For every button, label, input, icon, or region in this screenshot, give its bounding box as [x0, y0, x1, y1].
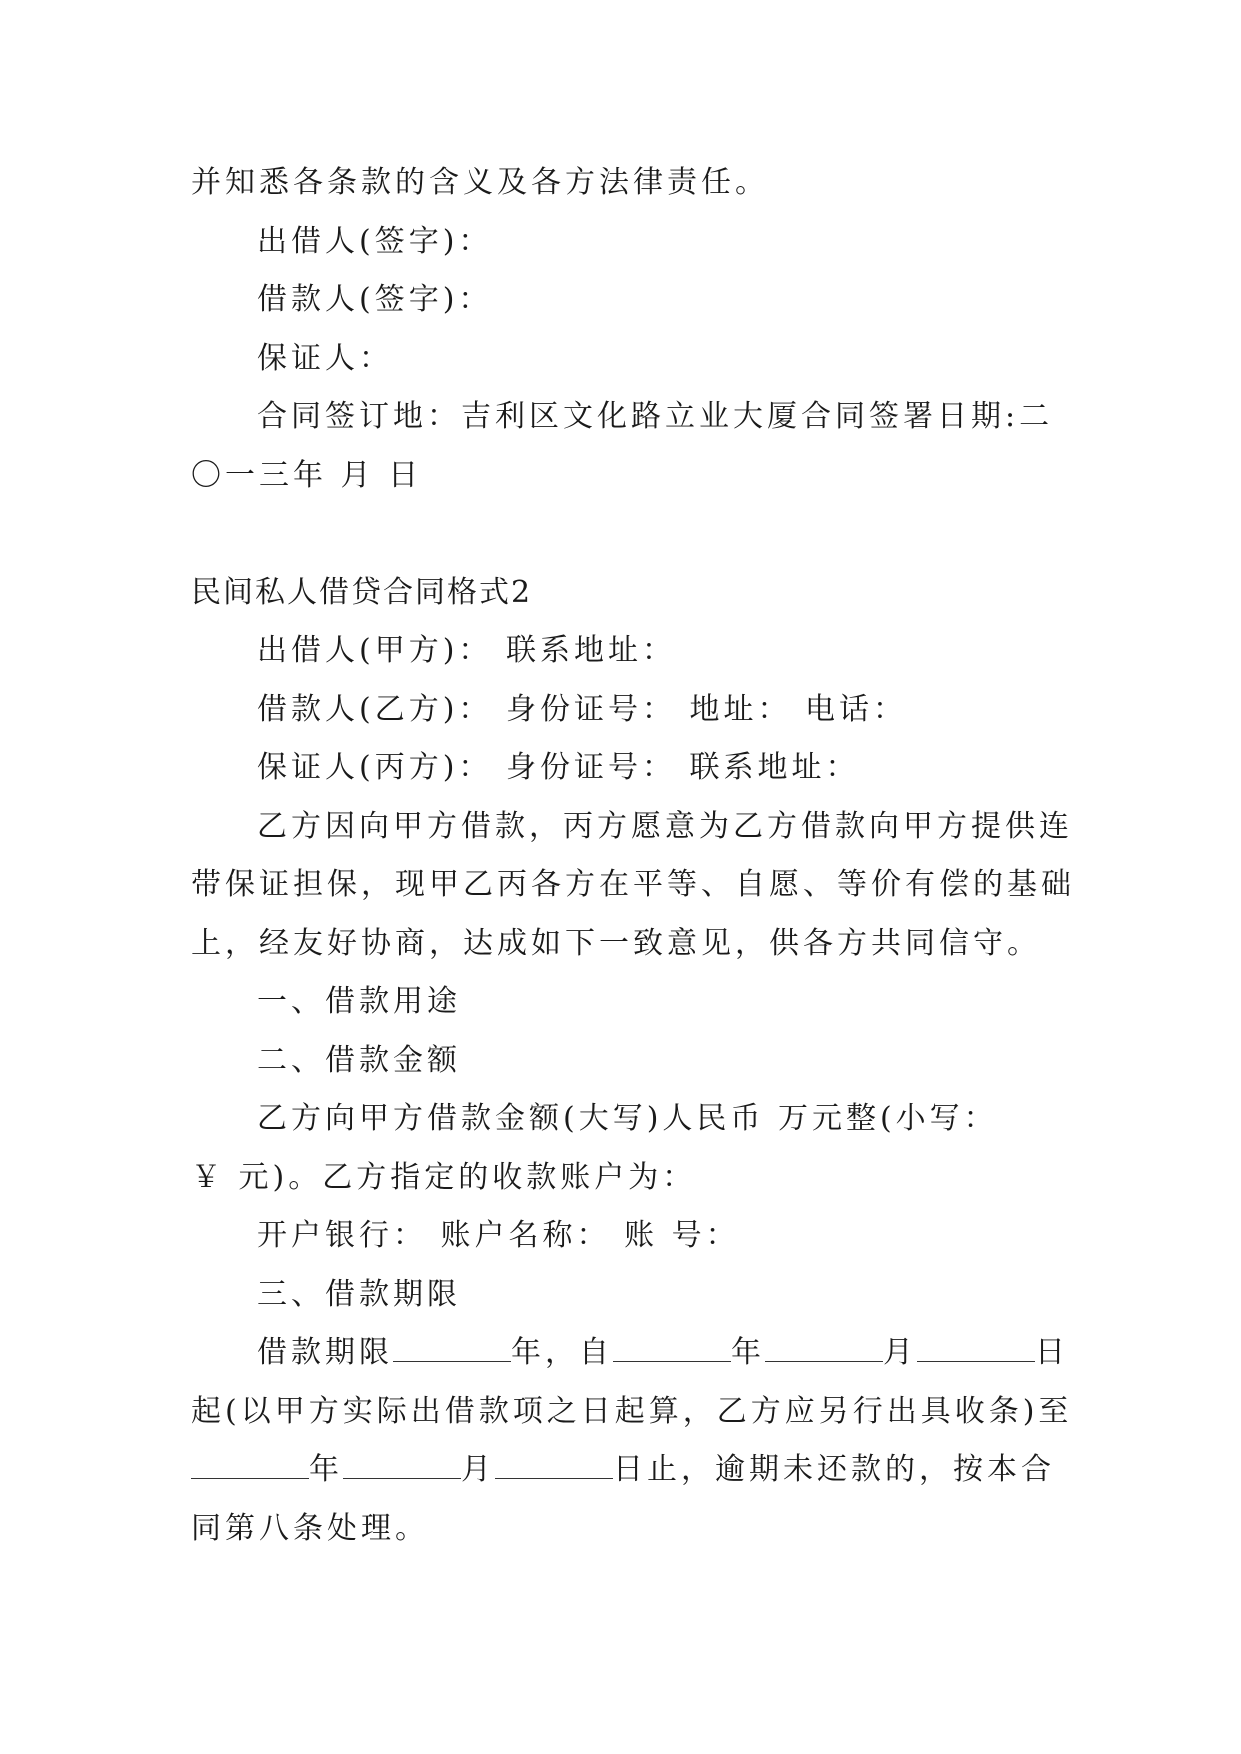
term-text: 年，自	[511, 1335, 613, 1370]
blank-field	[917, 1337, 1035, 1362]
paragraph-line: 乙方因向甲方借款，丙方愿意为乙方借款向甲方提供连	[257, 808, 1073, 844]
signature-lender: 出借人(签字)：	[257, 223, 493, 259]
signing-place: 合同签订地：吉利区文化路立业大厦合同签署日期:二	[257, 399, 1054, 434]
signature-borrower: 借款人(签字)：	[257, 282, 493, 317]
section-title: 民间私人借贷合同格式2	[191, 574, 533, 610]
party-borrower: 借款人(乙方)： 身份证号： 地址： 电话：	[257, 691, 908, 727]
blank-field	[393, 1337, 511, 1362]
heading-loan-amount: 二、借款金额	[257, 1042, 461, 1078]
amount-line: ￥ 元)。乙方指定的收款账户为：	[191, 1159, 697, 1195]
paragraph-line: 上，经友好协商，达成如下一致意见，供各方共同信守。	[191, 925, 1041, 961]
signing-date: 〇一三年 月 日	[191, 457, 423, 493]
heading-loan-term: 三、借款期限	[257, 1276, 461, 1312]
term-line	[191, 1441, 1055, 1500]
term-text: 月	[461, 1452, 495, 1487]
blank-field	[191, 1454, 309, 1479]
text-line: 并知悉各条款的含义及各方法律责任。	[191, 165, 769, 200]
blank-field	[343, 1454, 461, 1479]
document-body	[191, 154, 1075, 1558]
section-gap	[191, 505, 1051, 564]
blank-field	[765, 1337, 883, 1362]
term-line	[191, 1324, 1069, 1383]
term-text: 年	[731, 1335, 765, 1370]
party-lender: 出借人(甲方)： 联系地址：	[257, 633, 676, 668]
term-line: 同第八条处理。	[191, 1510, 429, 1546]
term-text: 日	[1035, 1335, 1069, 1370]
term-text: 年	[309, 1452, 343, 1487]
term-line: 起(以甲方实际出借款项之日起算，乙方应另行出具收条)至	[191, 1393, 1073, 1429]
term-text: 月	[883, 1335, 917, 1370]
blank-field	[495, 1454, 613, 1479]
term-text: 日止，逾期未还款的，按本合	[613, 1452, 1055, 1487]
blank-field	[613, 1337, 731, 1362]
term-text: 借款期限	[257, 1335, 393, 1370]
signature-guarantor: 保证人：	[257, 340, 393, 376]
paragraph-line: 带保证担保，现甲乙丙各方在平等、自愿、等价有偿的基础	[191, 867, 1075, 902]
heading-loan-purpose: 一、借款用途	[257, 984, 461, 1019]
amount-line: 乙方向甲方借款金额(大写)人民币 万元整(小写：	[257, 1101, 998, 1136]
bank-account-line: 开户银行： 账户名称： 账 号：	[257, 1218, 740, 1253]
party-guarantor: 保证人(丙方)： 身份证号： 联系地址：	[257, 750, 860, 785]
